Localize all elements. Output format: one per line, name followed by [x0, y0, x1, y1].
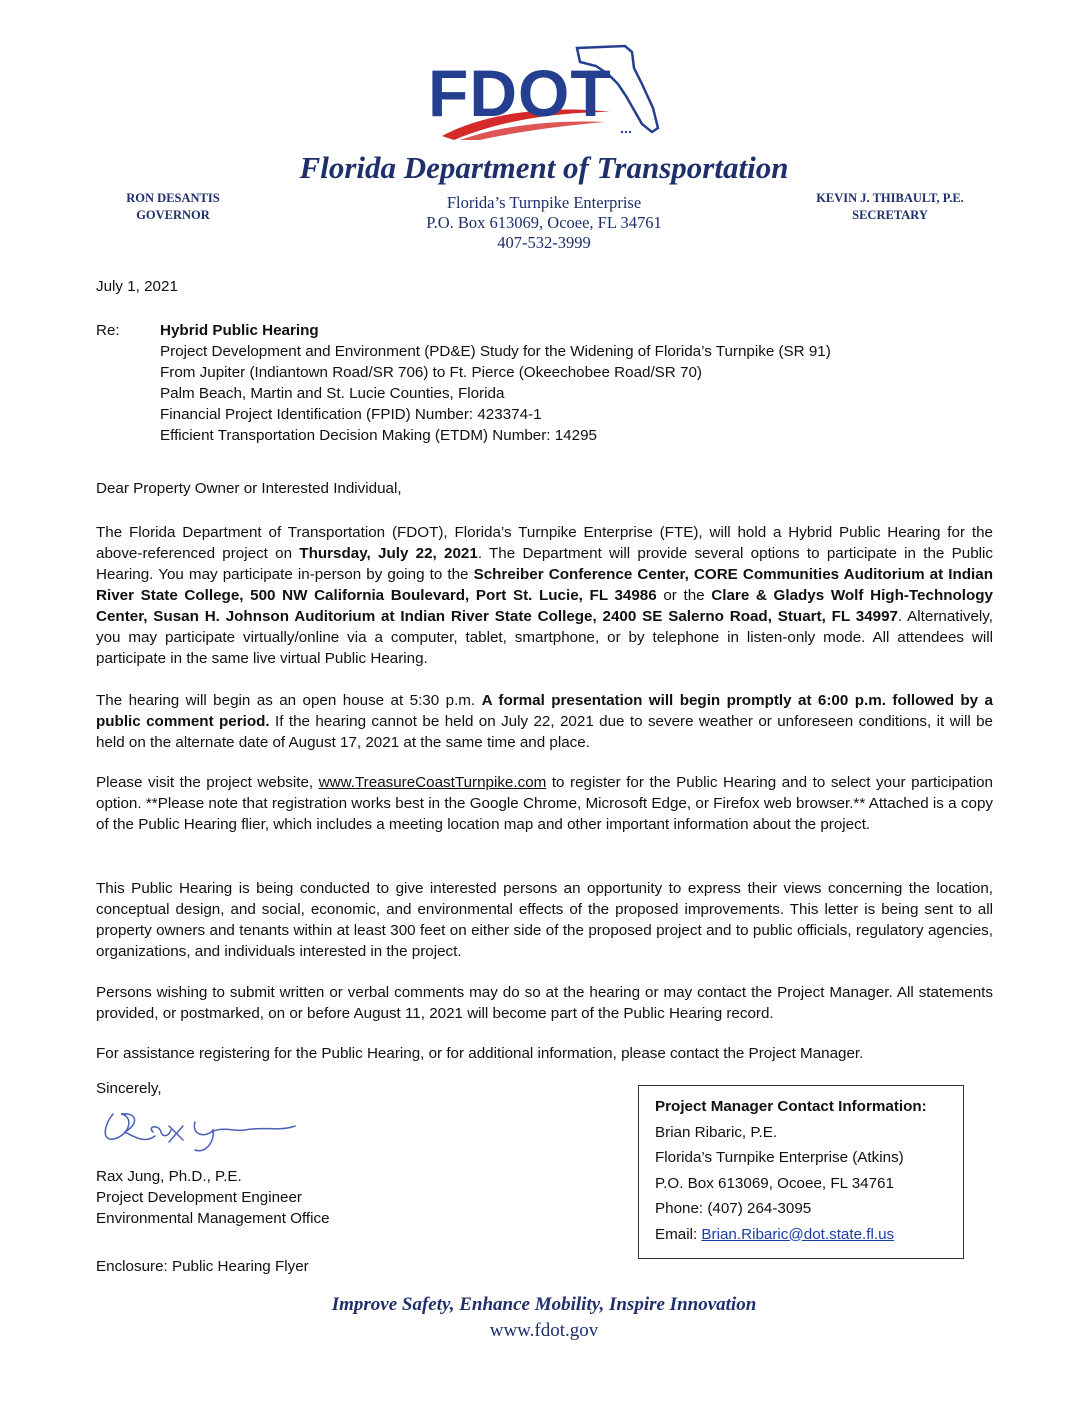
re-block — [160, 320, 1020, 446]
secretary-name: KEVIN J. THIBAULT, P.E. — [816, 191, 964, 205]
contact-name: Brian Ribaric, P.E. — [655, 1123, 778, 1141]
signer-name: Rax Jung, Ph.D., P.E. — [96, 1168, 242, 1185]
paragraph-hearing-details — [96, 522, 993, 669]
re-line: Palm Beach, Martin and St. Lucie Counties, Florida — [160, 385, 505, 402]
re-line: Project Development and Environment (PD&E) Study for the Widening of Florida’s Turnpike (SR 91) — [160, 343, 831, 360]
p2-text: If the hearing cannot be held on July 22, 2021 due to severe weather or unforeseen conditions, it will be held on the alternate date of August 17, 2021 at the same time and place. — [96, 713, 993, 751]
secretary-block — [800, 190, 980, 224]
paragraph-assistance: For assistance registering for the Public Hearing, or for additional information, please contact the Project Manager. — [96, 1045, 864, 1062]
paragraph-purpose: This Public Hearing is being conducted to give interested persons an opportunity to express their views concerning the location, conceptual design, and social, economic, and environmental effects of the proposed improvements. This letter is being sent to all property owners and tenants within at least 300 feet on either side of the proposed project and to public officials, regulatory agencies, organizations, and individuals interested in the project. — [96, 880, 993, 960]
contact-email-row — [655, 1222, 963, 1248]
agency-sub-line: P.O. Box 613069, Ocoee, FL 34761 — [426, 213, 662, 232]
p1-text: or the — [656, 587, 712, 604]
governor-title: GOVERNOR — [136, 208, 210, 222]
hearing-date: Thursday, July 22, 2021 — [299, 545, 478, 562]
p3-text: Please visit the project website, — [96, 774, 319, 791]
signer-block — [96, 1166, 330, 1229]
p3-text: to register for the Public Hearing and to select your participation option. **Please note that registration works best in the Google Chrome, Microsoft Edge, or Firefox web browser.** Attached is a copy of the Public Hearing flier, which includes a meeting location map and other important information about the project. — [96, 774, 993, 833]
project-manager-contact-box — [638, 1085, 964, 1259]
agency-name: Florida Department of Transportation — [299, 150, 789, 185]
formal-presentation-note: A formal presentation will begin promptly at 6:00 p.m. followed by a public comment period. — [96, 692, 993, 730]
governor-name: RON DESANTIS — [126, 191, 220, 205]
p1-text: . Alternatively, you may participate virtually/online via a computer, tablet, smartphone, or by telephone in listen-only mode. All attendees will participate in the same live virtual Public Hearing. — [96, 608, 993, 667]
footer-website: www.fdot.gov — [489, 1320, 599, 1341]
signature-image — [95, 1092, 305, 1162]
paragraph-schedule — [96, 690, 993, 753]
contact-heading: Project Manager Contact Information: — [655, 1098, 927, 1115]
signer-title: Project Development Engineer — [96, 1189, 302, 1206]
closing: Sincerely, — [96, 1080, 162, 1097]
signer-office: Environmental Management Office — [96, 1210, 330, 1227]
logo-text: FDOT — [428, 56, 612, 130]
enclosure-note: Enclosure: Public Hearing Flyer — [96, 1258, 309, 1275]
contact-phone: Phone: (407) 264-3095 — [655, 1200, 812, 1217]
contact-email-label: Email: — [655, 1225, 702, 1243]
p1-text: The Florida Department of Transportation (FDOT), Florida’s Turnpike Enterprise (FTE), will hold a Hybrid Public Hearing for the above-referenced project on — [96, 524, 993, 562]
governor-block — [113, 190, 233, 224]
location-2: Clare & Gladys Wolf High-Technology Center, Susan H. Johnson Auditorium at Indian River State College, 2400 SE Salerno Road, Stuart, FL 34997 — [96, 587, 993, 625]
location-1: Schreiber Conference Center, CORE Communities Auditorium at Indian River State College, 500 NW California Boulevard, Port St. Lucie, FL 34986 — [96, 566, 993, 604]
project-website-link[interactable]: www.TreasureCoastTurnpike.com — [318, 774, 547, 791]
re-label: Re: — [96, 322, 120, 339]
contact-address: P.O. Box 613069, Ocoee, FL 34761 — [655, 1174, 894, 1192]
salutation: Dear Property Owner or Interested Individual, — [96, 480, 402, 497]
re-line: Financial Project Identification (FPID) Number: 423374-1 — [160, 406, 542, 423]
paragraph-comments: Persons wishing to submit written or verbal comments may do so at the hearing or may contact the Project Manager. All statements provided, or postmarked, on or before August 11, 2021 will become part of the Public Hearing record. — [96, 984, 993, 1022]
contact-org: Florida’s Turnpike Enterprise (Atkins) — [655, 1149, 904, 1166]
letter-date: July 1, 2021 — [96, 278, 178, 295]
agency-sub-line: 407-532-3999 — [497, 233, 591, 252]
re-line: Efficient Transportation Decision Making (ETDM) Number: 14295 — [160, 427, 597, 444]
agency-sub-line: Florida’s Turnpike Enterprise — [446, 193, 642, 212]
contact-email-link[interactable]: Brian.Ribaric@dot.state.fl.us — [701, 1225, 895, 1243]
secretary-title: SECRETARY — [852, 208, 928, 222]
re-line: From Jupiter (Indiantown Road/SR 706) to Ft. Pierce (Okeechobee Road/SR 70) — [160, 364, 702, 381]
p2-text: The hearing will begin as an open house at 5:30 p.m. — [96, 692, 482, 709]
p1-text: . The Department will provide several options to participate in the Public Hearing. You may participate in-person by going to the — [96, 545, 993, 583]
footer-motto: Improve Safety, Enhance Mobility, Inspire Innovation — [331, 1294, 757, 1315]
re-title: Hybrid Public Hearing — [160, 322, 319, 339]
paragraph-website — [96, 772, 993, 835]
